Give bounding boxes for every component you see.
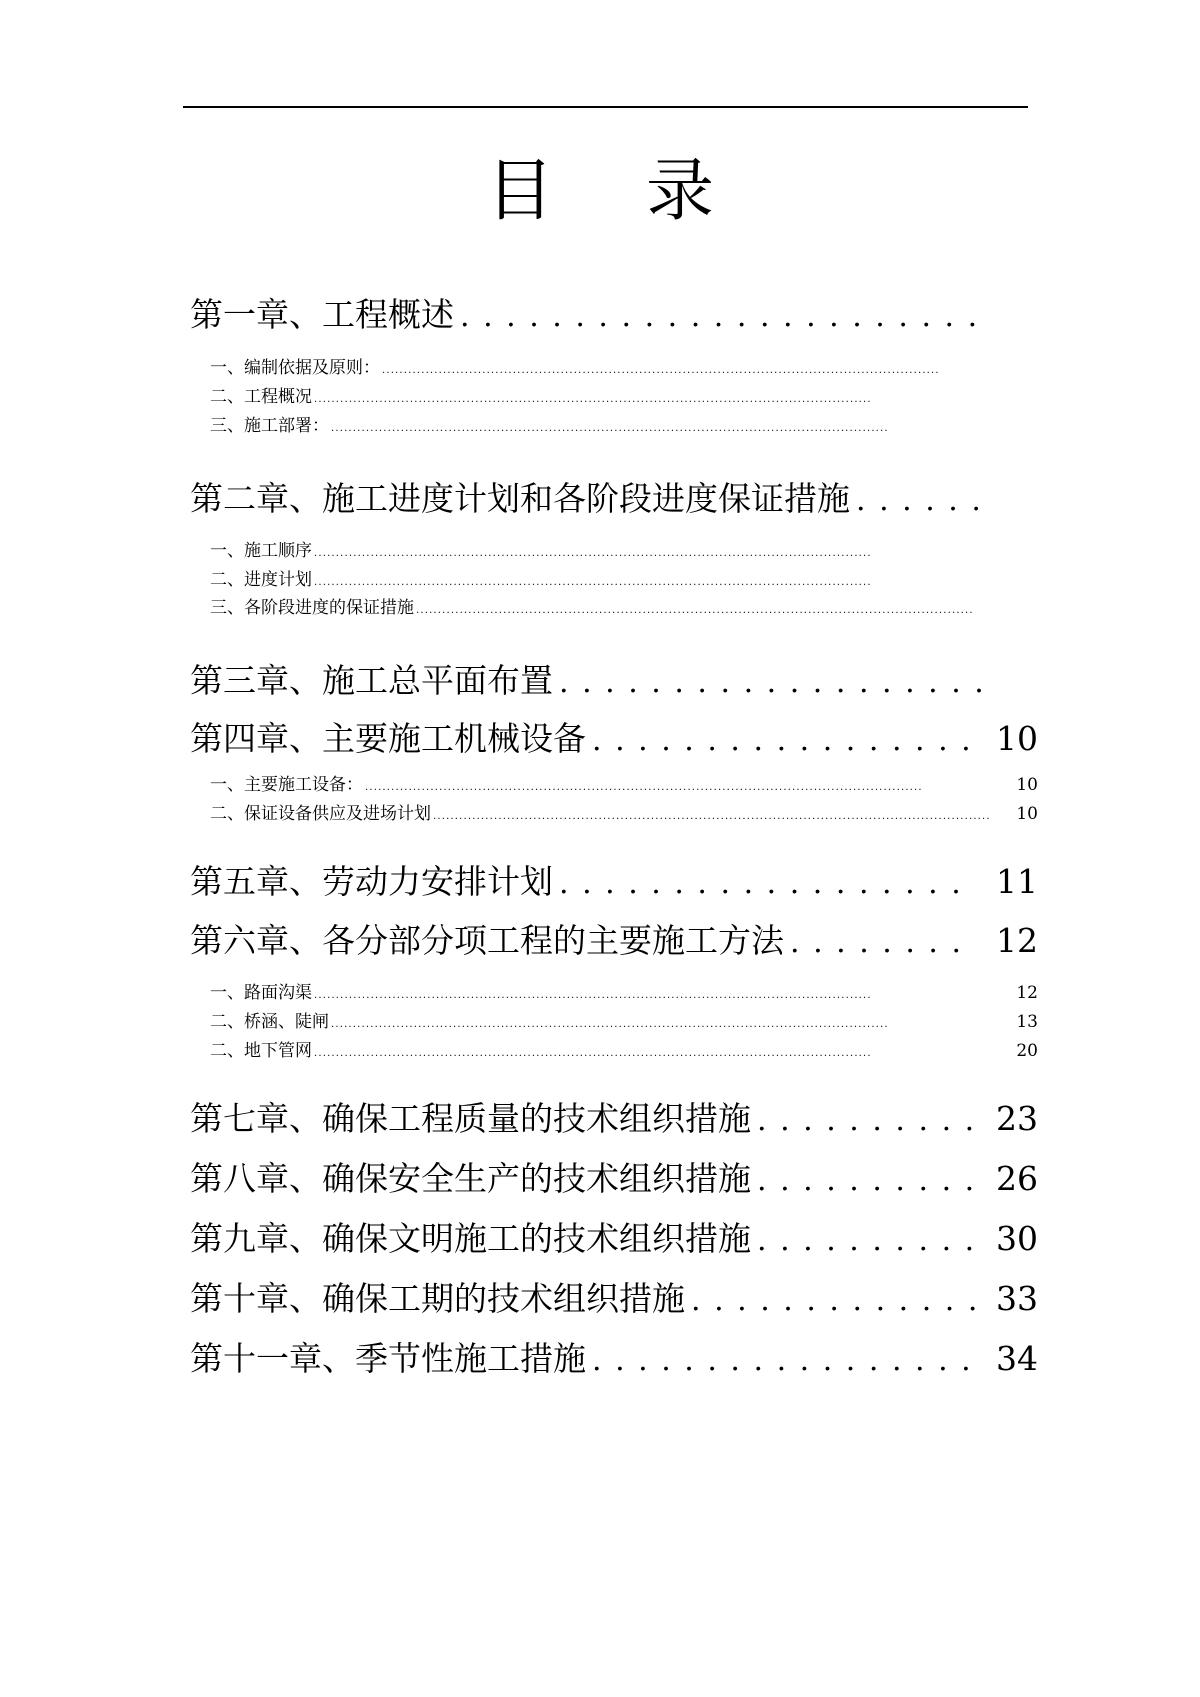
title-char-1: 目 [485,152,554,231]
toc-label: 第六章、各分部分项工程的主要施工方法 [190,921,784,960]
toc-page-number: 23 [996,1099,1038,1138]
toc-page-number: 10 [1016,804,1038,824]
toc-label: 第七章、确保工程质量的技术组织措施 [190,1099,751,1138]
dot-leader [757,1222,976,1259]
dot-leader [856,482,986,519]
toc-label: 第四章、主要施工机械设备 [190,719,586,758]
toc-label: 二、进度计划 [210,570,312,590]
dot-leader [331,419,1004,439]
toc-section[interactable] [190,1041,1038,1061]
toc-label: 二、桥涵、陡闸 [210,1012,329,1032]
toc-chapter[interactable] [190,720,1038,757]
toc-page-number: 26 [996,1159,1038,1198]
header-rule [183,106,1028,108]
dot-leader [592,722,976,759]
toc-section[interactable] [190,598,1038,618]
toc-label: 一、编制依据及原则： [210,358,380,378]
toc-chapter[interactable] [190,662,1038,699]
toc-chapter[interactable] [190,863,1038,900]
page-title [0,152,1200,232]
dot-leader [314,544,1004,564]
toc-label: 三、施工部署： [210,416,329,436]
dot-leader [691,1282,976,1319]
toc-label: 第五章、劳动力安排计划 [190,862,553,901]
toc-chapter[interactable] [190,480,1038,517]
toc-page-number: 13 [1016,1012,1038,1032]
dot-leader [790,924,976,961]
toc-page-number: 30 [996,1219,1038,1258]
dot-leader [314,573,1004,593]
dot-leader [433,807,992,827]
toc-chapter[interactable] [190,922,1038,959]
toc-section[interactable] [190,1012,1038,1032]
title-char-2: 录 [646,152,715,231]
dot-leader [331,1015,992,1035]
toc-label: 一、主要施工设备： [210,775,363,795]
toc-label: 二、工程概况 [210,387,312,407]
toc-chapter[interactable] [190,1220,1038,1257]
toc-page-number: 12 [1016,983,1038,1003]
toc-label: 第十一章、季节性施工措施 [190,1339,586,1378]
toc-label: 二、保证设备供应及进场计划 [210,804,431,824]
toc-section[interactable] [190,541,1038,561]
toc-label: 第十章、确保工期的技术组织措施 [190,1279,685,1318]
toc-section[interactable] [190,416,1038,436]
dot-leader [757,1102,976,1139]
toc-page-number: 33 [996,1279,1038,1318]
toc-chapter[interactable] [190,1340,1038,1377]
dot-leader [314,390,1004,410]
dot-leader [314,1044,992,1064]
toc-label: 第一章、工程概述 [190,295,454,334]
toc-label: 第八章、确保安全生产的技术组织措施 [190,1159,751,1198]
dot-leader [460,298,986,335]
toc-page-number: 34 [996,1339,1038,1378]
toc-page-number: 20 [1016,1041,1038,1061]
dot-leader [559,865,976,902]
dot-leader [559,664,986,701]
toc-chapter[interactable] [190,296,1038,333]
dot-leader [592,1342,976,1379]
toc-label: 一、施工顺序 [210,541,312,561]
toc-section[interactable] [190,358,1038,378]
toc-section[interactable] [190,804,1038,824]
toc-chapter[interactable] [190,1160,1038,1197]
toc-label: 三、各阶段进度的保证措施 [210,598,414,618]
toc-section[interactable] [190,570,1038,590]
toc-page-number: 11 [996,862,1038,901]
toc-page-number: 10 [1016,775,1038,795]
toc-label: 一、路面沟渠 [210,983,312,1003]
toc-section[interactable] [190,983,1038,1003]
dot-leader [365,778,992,798]
toc-chapter[interactable] [190,1100,1038,1137]
toc-section[interactable] [190,387,1038,407]
toc-page-number: 12 [996,921,1038,960]
toc-label: 二、地下管网 [210,1041,312,1061]
toc-label: 第九章、确保文明施工的技术组织措施 [190,1219,751,1258]
toc-section[interactable] [190,775,1038,795]
dot-leader [314,986,992,1006]
dot-leader [416,601,1004,621]
dot-leader [382,361,1004,381]
toc-label: 第三章、施工总平面布置 [190,661,553,700]
toc-label: 第二章、施工进度计划和各阶段进度保证措施 [190,479,850,518]
toc-chapter[interactable] [190,1280,1038,1317]
toc-page-number: 10 [996,719,1038,758]
dot-leader [757,1162,976,1199]
